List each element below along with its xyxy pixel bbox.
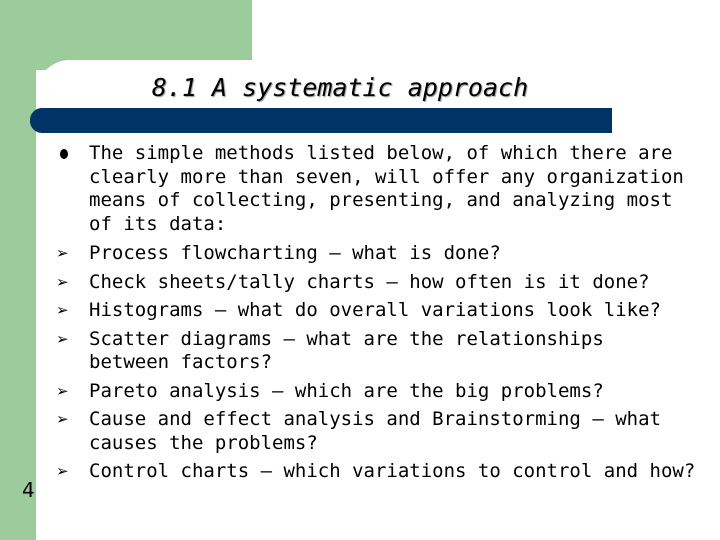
list-item <box>56 271 716 295</box>
list-item <box>56 408 716 455</box>
arrow-bullet-icon: ➢ <box>56 462 69 480</box>
arrow-bullet-icon: ➢ <box>56 410 69 428</box>
list-item <box>56 380 716 404</box>
list-item-text: Cause and effect analysis and Brainstorming – what causes the problems? <box>89 408 661 454</box>
arrow-bullet-icon: ➢ <box>56 381 69 400</box>
list-item <box>56 299 716 323</box>
list-item-text: Check sheets/tally charts – how often is it done? <box>89 270 650 293</box>
arrow-bullet-icon: ➢ <box>56 244 69 262</box>
list-item-text: Pareto analysis – which are the big problems? <box>89 379 604 402</box>
page-number: 4 <box>22 478 35 502</box>
list-item-text: Process flowcharting – what is done? <box>89 242 501 264</box>
list-item <box>56 328 716 375</box>
bullet-list <box>56 142 716 489</box>
list-item <box>56 242 716 266</box>
list-item <box>56 460 716 484</box>
round-bullet-icon <box>56 142 89 166</box>
list-item-text: Histograms – what do overall variations look like? <box>89 299 661 321</box>
arrow-bullet-icon: ➢ <box>56 272 69 291</box>
list-item-intro <box>56 142 716 236</box>
slide-title: 8.1 A systematic approach <box>151 73 529 102</box>
list-item-text: Scatter diagrams – what are the relationships between factors? <box>89 327 604 373</box>
decorative-green-band <box>0 0 36 540</box>
list-item-text: Control charts – which variations to control and how? <box>89 460 696 482</box>
arrow-bullet-icon: ➢ <box>56 301 69 319</box>
arrow-bullet-icon: ➢ <box>56 329 69 348</box>
title-underline-bar <box>30 108 612 133</box>
list-item-text: The simple methods listed below, of which there are clearly more than seven, will offer any organization means of collecting, presenting, and analyzing most of its data: <box>89 142 684 235</box>
